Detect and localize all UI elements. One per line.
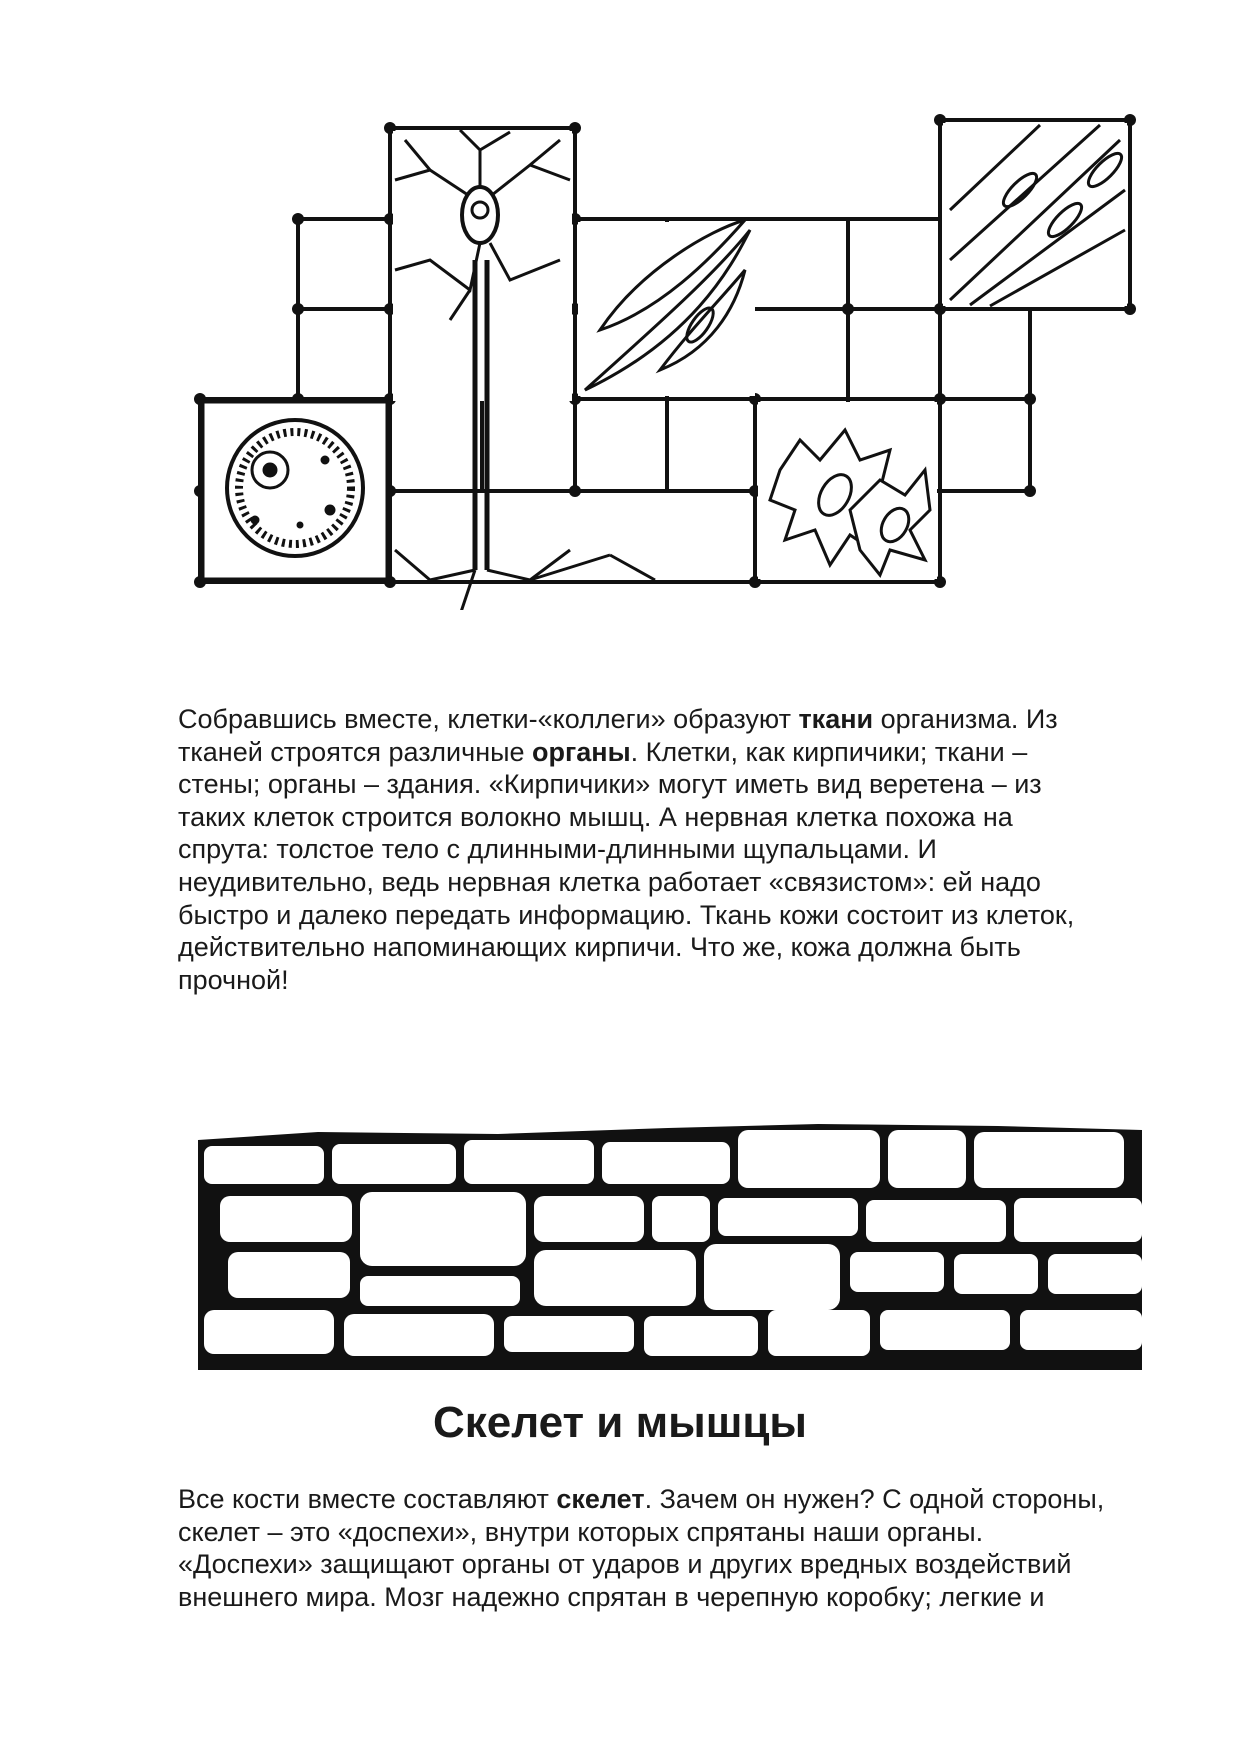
brick-wall-icon xyxy=(198,1120,1142,1370)
paragraph-line: прочной! xyxy=(178,964,289,995)
paragraph-line: неудивительно, ведь нервная клетка работает «связистом»: ей надо xyxy=(178,866,1041,897)
tissues-paragraph xyxy=(178,703,1158,996)
paragraph-line: стены; органы – здания. «Кирпичики» могут иметь вид веретена – из xyxy=(178,769,1042,800)
paragraph-line: таких клеток строится волокно мышц. А нервная клетка похожа на xyxy=(178,801,1013,832)
paragraph-line: спрута: толстое тело с длинными-длинными щупальцами. И xyxy=(178,834,937,865)
paragraph-line: действительно напоминающих кирпичи. Что же, кожа должна быть xyxy=(178,932,1021,963)
cell-tissue-grid-icon xyxy=(190,110,1140,610)
paragraph-line: быстро и далеко передать информацию. Ткань кожи состоит из клеток, xyxy=(178,899,1075,930)
paragraph-line: Все кости вместе составляют скелет. Зачем он нужен? С одной стороны, xyxy=(178,1484,1105,1514)
paragraph-line: внешнего мира. Мозг надежно спрятан в черепную коробку; легкие и xyxy=(178,1581,1045,1612)
paragraph-line: скелет – это «доспехи», внутри которых спрятаны наши органы. xyxy=(178,1516,984,1547)
section-heading: Скелет и мышцы xyxy=(433,1398,807,1447)
paragraph-line: «Доспехи» защищают органы от ударов и других вредных воздействий xyxy=(178,1549,1072,1580)
paragraph-line: Собравшись вместе, клетки-«коллеги» образуют ткани организма. Из xyxy=(178,704,1058,734)
paragraph-line: тканей строятся различные органы. Клетки, как кирпичики; ткани – xyxy=(178,736,1028,767)
skeleton-paragraph xyxy=(178,1483,1158,1613)
